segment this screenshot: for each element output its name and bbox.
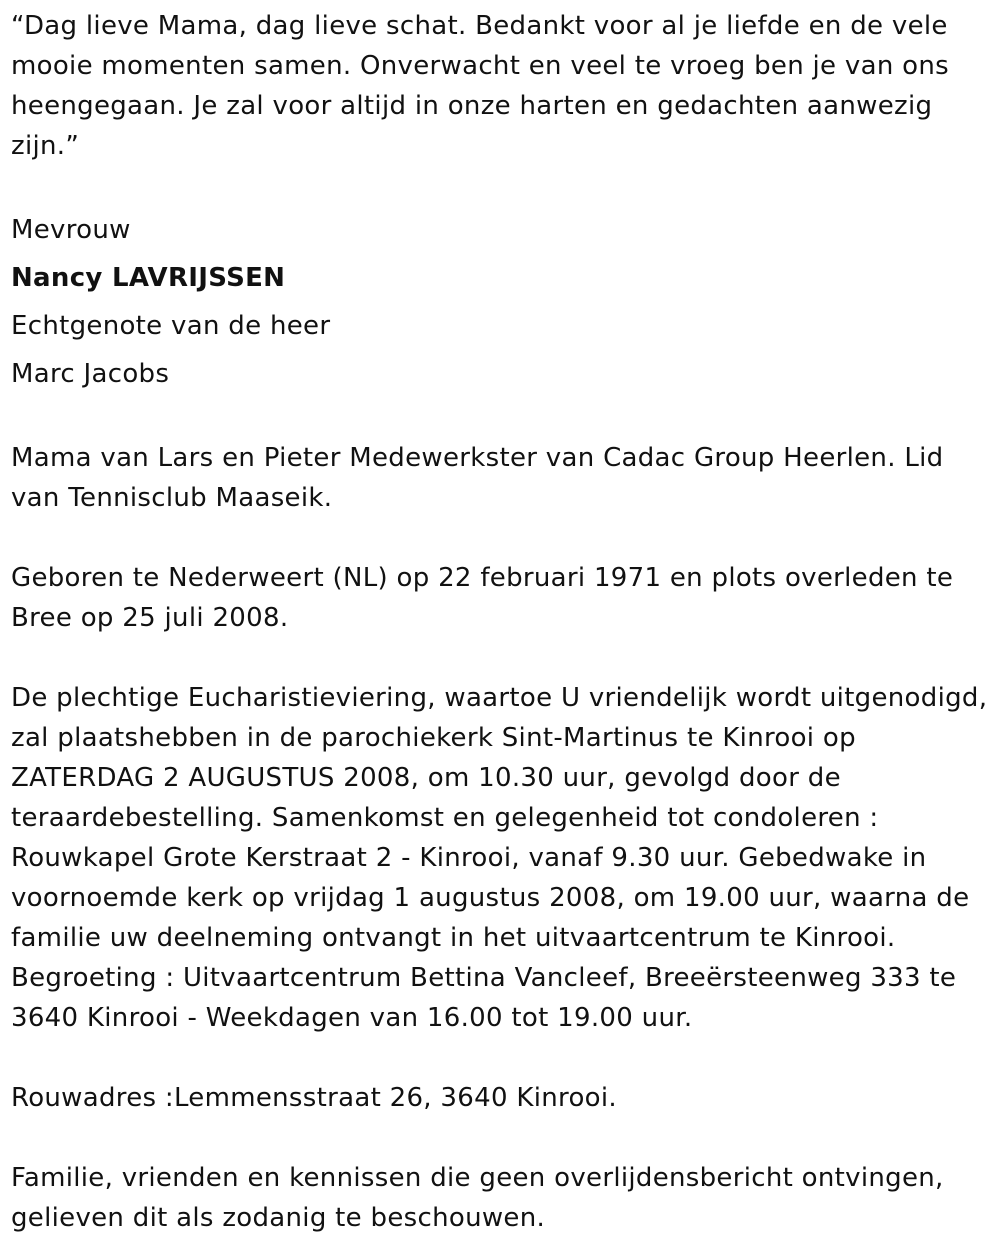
spouse-intro: Echtgenote van de heer: [11, 311, 331, 341]
spacer: [11, 398, 996, 438]
spacer: [11, 1038, 996, 1078]
family-and-work-text: Mama van Lars en Pieter Medewerkster van Cadac Group Heerlen. Lid van Tennisclub Maaseik.: [11, 443, 944, 513]
obituary-document: [11, 6, 996, 1238]
spouse-name: Marc Jacobs: [11, 359, 170, 389]
mourning-address-text: Rouwadres :Lemmensstraat 26, 3640 Kinrooi.: [11, 1083, 617, 1113]
spacer: [11, 518, 996, 558]
spacer: [11, 1118, 996, 1158]
spacer: [11, 638, 996, 678]
birth-death-text: Geboren te Nederweert (NL) op 22 februari 1971 en plots overleden te Bree op 25 juli 2008.: [11, 563, 954, 633]
memorial-quote: “Dag lieve Mama, dag lieve schat. Bedankt voor al je liefde en de vele mooie momenten samen. Onverwacht en veel te vroeg ben je van ons heengegaan. Je zal voor altijd in onze harten en gedachten aanwezig zijn.”: [11, 11, 950, 161]
closing-text: Familie, vrienden en kennissen die geen overlijdensbericht ontvingen, gelieven dit als zodanig te beschouwen.: [11, 1163, 944, 1233]
deceased-name: Nancy LAVRIJSSEN: [11, 263, 286, 293]
spacer: [11, 166, 996, 206]
honorific-title: Mevrouw: [11, 215, 131, 245]
ceremony-text: De plechtige Eucharistieviering, waartoe U vriendelijk wordt uitgenodigd, zal plaatshebben in de parochiekerk Sint-Martinus te Kinrooi op ZATERDAG 2 AUGUSTUS 2008, om 10.30 uur, gevolgd door de teraardebestelling. Samenkomst en gelegenheid tot condoleren : Rouwkapel Grote Kerstraat 2 - Kinrooi, vanaf 9.30 uur. Gebedwake in voornoemde kerk op vrijdag 1 augustus 2008, om 19.00 uur, waarna de familie uw deelneming ontvangt in het uitvaartcentrum te Kinrooi. Begroeting : Uitvaartcentrum Bettina Vancleef, Breeërsteenweg 333 te 3640 Kinrooi - Weekdagen van 16.00 tot 19.00 uur.: [11, 683, 988, 1033]
